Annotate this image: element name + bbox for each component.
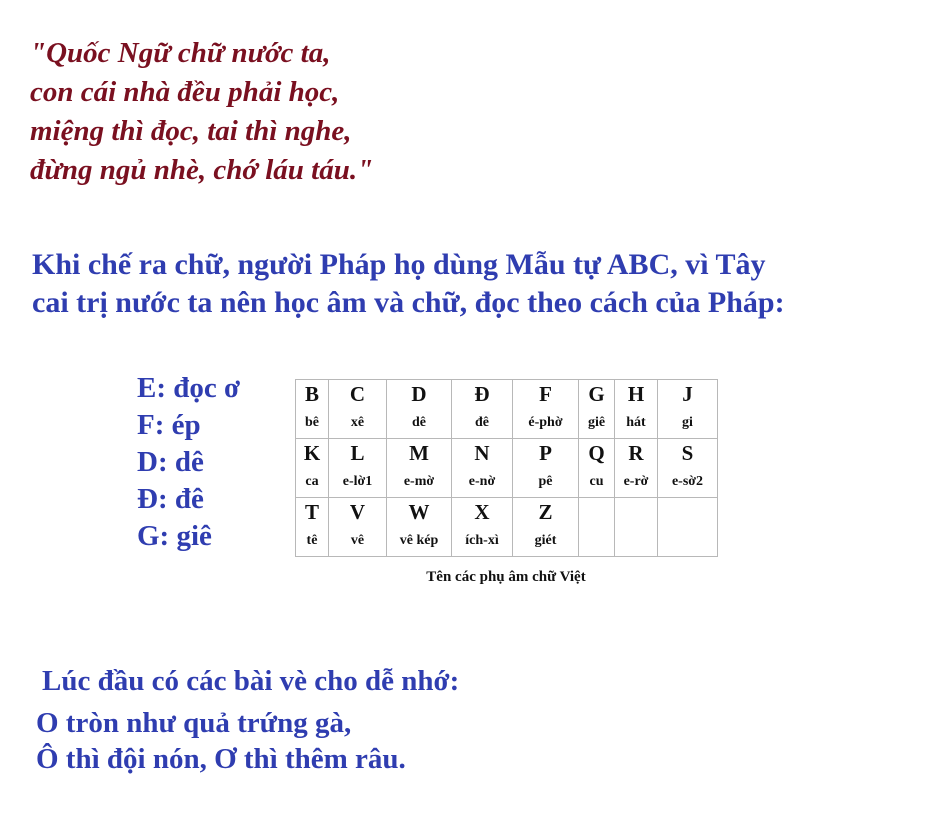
rhyme-title: Lúc đầu có các bài vè cho dễ nhớ: [42,665,460,697]
consonant-name: pê [538,474,553,489]
consonant-name: giét [534,533,557,548]
consonant-cell [387,439,452,498]
consonant-name: gi [682,415,693,430]
consonant-cell [658,380,718,439]
consonant-name: e-mờ [403,474,435,489]
consonant-letter: L [350,441,365,465]
consonant-cell [296,380,329,439]
consonant-letter: X [474,500,490,524]
consonant-letter: H [627,382,645,406]
poem-line: "Quốc Ngữ chữ nước ta, [30,37,331,69]
table-row [296,439,718,498]
intro-paragraph [32,246,785,322]
consonant-name: bê [305,415,319,430]
consonant-name: e-rờ [623,474,649,489]
consonant-cell [387,380,452,439]
example-item: E: đọc ơ [137,372,241,404]
consonant-name: hát [626,415,646,430]
table-row [296,498,718,557]
consonant-cell [513,439,579,498]
consonant-cell [296,498,329,557]
consonant-name: é-phờ [528,415,563,430]
consonant-name: e-nờ [468,474,496,489]
consonant-name: đê [475,415,489,430]
table-caption: Tên các phụ âm chữ Việt [426,569,586,585]
rhyme-line: Ô thì đội nón, Ơ thì thêm râu. [36,743,406,775]
consonant-cell [513,380,579,439]
consonant-name: ích-xì [465,533,499,548]
consonant-cell [387,498,452,557]
empty-cell [579,498,615,557]
consonant-name: vê kép [399,533,439,548]
rhyme-block [36,663,459,777]
consonant-table [295,379,718,557]
consonant-letter: W [408,500,430,524]
consonant-letter: P [539,441,552,465]
consonant-name: e-lờ1 [342,474,373,489]
consonant-name: e-sờ2 [671,474,704,489]
consonant-cell [579,380,615,439]
rhyme-line: O tròn như quả trứng gà, [36,707,352,739]
example-item: D: dê [137,446,204,478]
consonant-letter: C [349,382,366,406]
consonant-name: vê [350,533,365,548]
consonant-letter: V [349,500,366,524]
consonant-letter: B [304,382,319,406]
consonant-name: xê [350,415,365,430]
consonant-letter: S [681,441,694,465]
consonant-letter: F [539,382,552,406]
intro-line: cai trị nước ta nên học âm và chữ, đọc theo cách của Pháp: [32,286,785,319]
consonant-name: cu [589,474,604,489]
empty-cell [658,498,718,557]
table-row [296,380,718,439]
consonant-letter: N [474,441,490,465]
consonant-cell [513,498,579,557]
letter-examples [137,370,240,555]
example-item: G: giê [137,520,212,552]
consonant-cell [296,439,329,498]
example-item: F: ép [137,409,201,441]
poem-block [30,34,373,190]
consonant-letter: T [304,500,319,524]
consonant-cell [452,380,513,439]
consonant-letter: K [303,441,321,465]
consonant-cell [615,380,658,439]
intro-line: Khi chế ra chữ, người Pháp họ dùng Mẫu tự ABC, vì Tây [32,248,766,281]
consonant-letter: R [628,441,644,465]
consonant-cell [452,498,513,557]
consonant-cell [329,439,387,498]
consonant-name: giê [587,415,606,430]
consonant-letter: D [411,382,427,406]
consonant-letter: G [588,382,605,406]
consonant-name: dê [412,415,426,430]
consonant-cell [579,439,615,498]
consonant-cell [615,439,658,498]
consonant-name: tê [306,533,318,548]
poem-line: con cái nhà đều phải học, [30,76,340,108]
poem-line: đừng ngủ nhè, chớ láu táu." [30,154,374,186]
consonant-letter: Z [538,500,553,524]
consonant-name: ca [305,474,319,489]
consonant-cell [658,439,718,498]
empty-cell [615,498,658,557]
consonant-letter: M [409,441,429,465]
consonant-letter: Q [588,441,605,465]
consonant-cell [329,380,387,439]
consonant-letter: Đ [474,382,490,406]
poem-line: miệng thì đọc, tai thì nghe, [30,115,352,147]
example-item: Đ: đê [137,483,204,515]
consonant-letter: J [682,382,693,406]
consonant-cell [452,439,513,498]
consonant-cell [329,498,387,557]
